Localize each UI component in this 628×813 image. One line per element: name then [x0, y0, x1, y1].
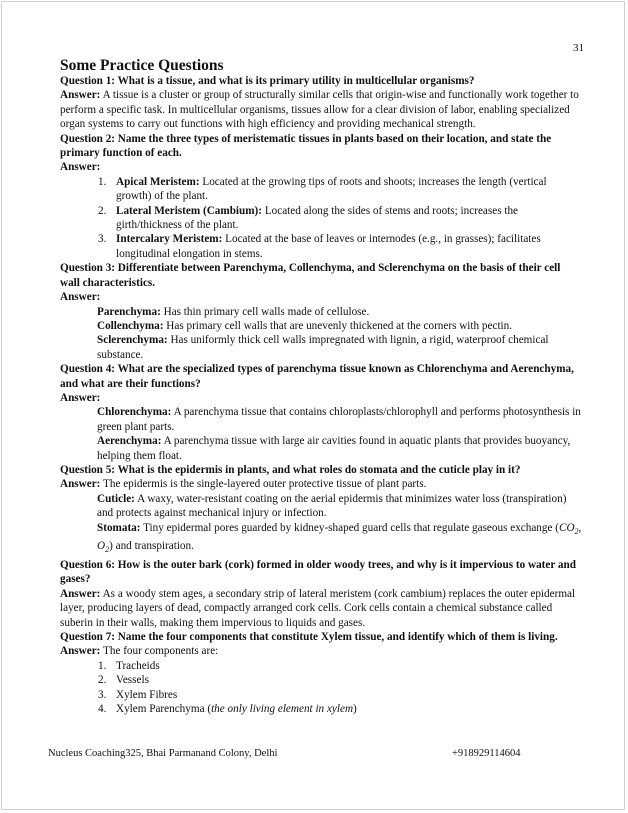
content [60, 57, 582, 716]
term: Apical Meristem: [116, 175, 200, 188]
definition-item [60, 492, 582, 521]
list-text: Xylem Parenchyma ( [116, 702, 212, 715]
definition: A parenchyma tissue that contains chloroplasts/chlorophyll and performs photosynthesis in green plant parts. [97, 406, 581, 433]
list-number: 1. [98, 659, 107, 672]
term: Parenchyma: [97, 305, 161, 318]
answer-5-text: The epidermis is the single-layered outer protective tissue of plant parts. [103, 478, 427, 491]
list-number: 2. [98, 204, 107, 217]
answer-5 [60, 477, 582, 491]
formula-co: CO [559, 521, 575, 534]
definition: Located at the base of leaves or internodes (e.g., in grasses); facilitates longitudinal elongation in stems. [116, 233, 541, 260]
definition: Has uniformly thick cell walls impregnated with lignin, a rigid, waterproof chemical substance. [97, 334, 549, 361]
answer-1-text: A tissue is a cluster or group of structurally similar cells that origin-wise and functionally work together to perform a specific task. In multicellular organisms, tissues allow for a clear division of labor, enabling specialized organ systems to carry out functions with high efficiency and providing mechanical strength. [60, 89, 579, 131]
answer-1 [60, 88, 582, 131]
definition-item [60, 405, 582, 434]
question-2: Question 2: Name the three types of meristematic tissues in plants based on their location, and state the primary function of each. [60, 132, 552, 160]
comma: , [578, 521, 582, 534]
definition: A parenchyma tissue with large air cavities found in aquatic plants that provides buoyancy, helping them float. [97, 435, 571, 462]
answer-label: Answer: [60, 391, 101, 404]
list-text: Xylem Fibres [116, 688, 178, 701]
question-3: Question 3: Differentiate between Parenchyma, Collenchyma, and Sclerenchyma on the basis of their cell wall characteristics. [60, 262, 561, 289]
list-note: the only living element in xylem [211, 702, 354, 715]
term: Collenchyma: [97, 319, 164, 332]
term: Sclerenchyma: [97, 334, 168, 347]
definition: Located along the sides of stems and roots; increases the girth/thickness of the plant. [116, 204, 519, 232]
term: Stomata: [97, 521, 141, 534]
definition: Has thin primary cell walls made of cellulose. [163, 305, 370, 318]
question-5: Question 5: What is the epidermis in plants, and what roles do stomata and the cuticle play in it? [60, 463, 521, 476]
definition: A waxy, water-resistant coating on the aerial epidermis that minimizes water loss (transpiration) and protects against mechanical injury or infection. [97, 492, 567, 520]
list-number: 1. [98, 175, 107, 188]
term: Chlorenchyma: [97, 406, 172, 419]
answer-label: Answer: [60, 89, 101, 102]
footer-phone: +918929114604 [452, 748, 521, 759]
list-item [98, 688, 582, 702]
footer-address: Nucleus Coaching325, Bhai Parmanand Colony, Delhi [48, 748, 278, 759]
answer-7-text: The four components are: [103, 645, 219, 658]
answer-label: Answer: [60, 161, 101, 174]
question-1: Question 1: What is a tissue, and what is its primary utility in multicellular organisms? [60, 75, 475, 87]
term: Cuticle: [97, 492, 135, 505]
definition: Tiny epidermal pores guarded by kidney-shaped guard cells that regulate gaseous exchange ( [143, 521, 559, 534]
answer-6-text: As a woody stem ages, a secondary strip of lateral meristem (cork cambium) replaces the outer epidermal layer, producing layers of dead, compactly arranged cork cells. Cork cells contain a chemical substance called suberin in their walls, making them impervious to liquids and gases. [60, 587, 576, 629]
answer-7 [60, 644, 582, 658]
answer-6 [60, 587, 582, 630]
xylem-list [60, 659, 582, 717]
list-text: Tracheids [116, 659, 160, 672]
question-6: Question 6: How is the outer bark (cork) formed in older woody trees, and why is it impervious to water and gases? [60, 558, 576, 586]
definition-item [60, 333, 582, 362]
answer-label: Answer: [60, 291, 101, 304]
question-4: Question 4: What are the specialized types of parenchyma tissue known as Chlorenchyma and Aerenchyma, and what are their functions? [60, 363, 574, 390]
definition-item [60, 305, 582, 319]
term: Intercalary Meristem: [116, 233, 223, 246]
question-7: Question 7: Name the four components that constitute Xylem tissue, and identify which of them is living. [60, 630, 558, 643]
list-item [98, 659, 582, 673]
definition-item [60, 319, 582, 333]
list-item [98, 702, 582, 716]
answer-label: Answer: [60, 478, 101, 491]
list-number: 4. [98, 702, 107, 715]
subscript: 2 [574, 526, 579, 536]
list-number: 3. [98, 688, 107, 701]
definition: Has primary cell walls that are unevenly thickened at the corners with pectin. [166, 319, 513, 332]
document-page [1, 1, 625, 810]
answer-label: Answer: [60, 645, 101, 658]
formula-o: O [97, 540, 106, 553]
definition: Located at the growing tips of roots and shoots; increases the length (vertical growth) of the plant. [116, 175, 547, 203]
definition-item [60, 521, 582, 558]
subscript: 2 [105, 545, 110, 555]
term: Lateral Meristem (Cambium): [116, 204, 263, 217]
term: Aerenchyma: [97, 435, 162, 448]
list-text: Vessels [116, 674, 149, 687]
page-title: Some Practice Questions [60, 57, 224, 74]
definition-item [60, 434, 582, 463]
list-number: 3. [98, 233, 107, 246]
definition-tail: ) and transpiration. [109, 540, 194, 553]
list-number: 2. [98, 674, 107, 687]
list-item [98, 673, 582, 687]
list-item [98, 204, 582, 233]
page-number: 31 [573, 42, 584, 54]
answer-label: Answer: [60, 587, 101, 600]
meristem-list [60, 175, 582, 261]
list-item [98, 232, 582, 261]
list-close: ) [353, 702, 357, 715]
list-item [98, 175, 582, 204]
